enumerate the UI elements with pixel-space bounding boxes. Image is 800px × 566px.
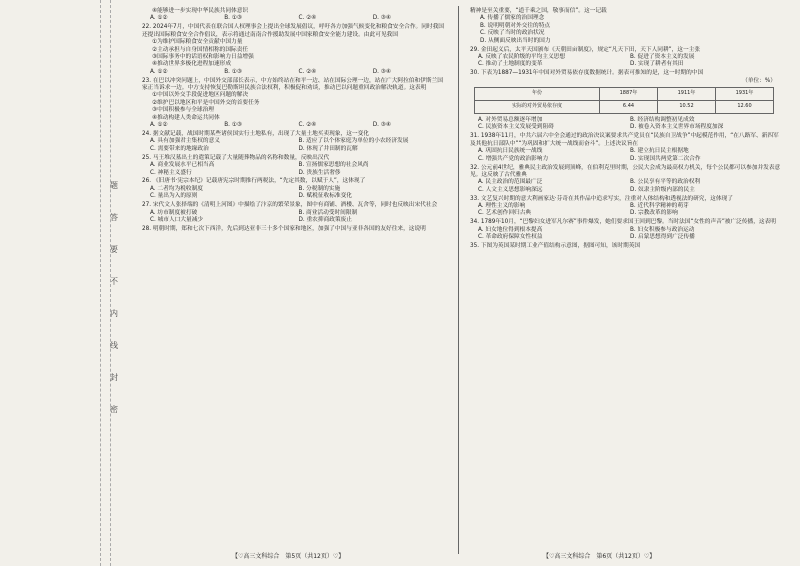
option: A. 妇女地位得到根本提高 [478,226,543,233]
choice: B. ①③ [224,15,242,22]
choice: B. ①③ [224,122,242,129]
choice: D. ③④ [372,122,391,129]
option: C. 量出为入的原则 [150,193,198,200]
question-stem: 35. 下图为英国某时期工业产值结构示意图，据图可知，该时期英国 [470,243,641,250]
option: C. 城市人口大量减少 [150,216,204,223]
choice: C. ②④ [298,122,317,129]
trade-table [474,87,774,114]
option: ④能够进一步实现中华民族共同体意识 [152,8,249,14]
margin-char: 不 [110,277,118,286]
question-21-tail [142,8,447,23]
option: C. 人文主义思想影响深远 [478,186,543,193]
option: B. 宣扬儒家思想的社会风尚 [298,162,369,169]
binding-line [100,0,101,566]
option: A. 巩固抗日民族统一战线 [478,148,543,155]
answer-options [470,234,782,241]
question-stem: 22. 2024年7月，中国代表在联合国人权理事会上提出全球发展倡议，呼吁各方加强气候变化和粮食安全合作。同时我国还提出国际粮食安全合作倡议，表示将通过南南合作援助发展中国家粮食安全能力建设。由此可见我国 [142,24,444,38]
option: C. 需要带来的地缘政治 [150,145,209,152]
question-29 [470,47,782,69]
option: A. 民主政治的范围最广泛 [478,179,543,186]
option: D. 被卷入资本主义世界市场程度加深 [630,124,724,131]
binding-margin [0,0,128,566]
margin-char: 线 [110,341,118,350]
option: A. 传播了儒家的治国理念 [480,15,545,22]
left-column [142,8,447,235]
question-32 [470,165,782,195]
option: B. 适应了以个体家庭为单位的小农经济发展 [298,138,409,145]
option: B. 公民享有平等的政治权利 [630,179,701,186]
answer-options [470,156,782,163]
question-23 [142,78,447,130]
right-column [470,8,782,252]
option: B. 促进了资本主义的发展 [630,53,695,60]
question-31 [470,133,782,163]
option: ①中国以外交手段促进地区问题的解决 [152,92,249,99]
option: B. 说明明朝对外交往的特点 [480,22,551,29]
answer-options [142,138,447,145]
margin-char: 内 [110,309,118,318]
answer-options [142,217,447,224]
question-stem: 29. 金田起义后，太平天国颁布《天朝田亩制度》，规定“凡天下田，天下人同耕”，这一主张 [470,46,701,53]
option: C. 艺术创作回归古典 [478,210,532,217]
answer-options [470,210,782,217]
answer-options [142,210,447,217]
option: D. 从侧面反映出当时的国力 [480,37,551,44]
option: D. 重农抑商政策废止 [298,216,352,223]
answer-choices [142,15,447,22]
answer-options [142,146,447,153]
option: C. 革命政府保障女性权益 [478,234,543,241]
margin-warning [110,170,122,426]
question-stem: 24. 据文献记载，战国时期某些诸侯国实行土地私有，出现了大量土地买卖现象，这一变化 [142,131,369,137]
question-stem: 32. 公元前4世纪，雅典民主政治发展到顶峰，在伯利克里时期，公民大会成为最高权力机关，每个公民都可以参加并发表意见。这反映了古代雅典 [470,164,781,178]
choice: B. ①③ [224,68,242,75]
option: B. 商业活动受时间限制 [298,209,358,216]
answer-options [470,179,782,186]
question-stem: 23. 在巴以冲突问题上，中国外交部部长表示，中方始终站在和平一边、站在国际公理一边，站在广大阿拉伯和伊斯兰国家正当诉求一边。中方支持恢复巴勒斯坦民族合法权利，积极促和劝谈，推动巴以问题重回政治解决轨道。这表明 [142,77,443,92]
option: D. 贵族生活奢侈 [298,169,341,176]
page-footer-left: 【♡高三文科综合 第5页（共12页）♡】 [232,553,345,560]
question-35 [470,243,782,250]
choice: D. ③④ [372,68,391,75]
option: A. 坊市制度被打破 [150,209,198,216]
option: A. 反映了农民阶级的平均主义思想 [478,53,566,60]
question-stem: 34. 1789年10月，“巴黎妇女进军凡尔赛”事件爆发，她们要求国王回到巴黎。当时法国“女性的声音”被广泛传播，这表明 [470,219,776,226]
question-stem: 25. 马王堆汉墓出土的遣策记载了大量随葬物品的名称和数量，反映出汉代 [142,154,330,161]
option: D. 赋税征收标准变化 [298,193,352,200]
question-stem: 26. 《旧唐书·宪宗本纪》记载唐宪宗时期推行两税法，“先定其数，以赋于人”，这体现了 [142,178,366,185]
option: ②主动承担与自身国情相称的国际责任 [152,46,249,53]
option: A. 对外贸易总额逐年增加 [478,117,543,124]
question-33 [470,196,782,218]
answer-choices [142,69,447,76]
question-27 [142,202,447,224]
table-cell: 12.60 [716,101,774,114]
question-stem: 33. 文艺复兴时期的意大利画家达·芬奇在其作品中追求写实，注重对人体结构和透视法的研究，这体现了 [470,195,733,202]
choice: D. ③④ [372,15,391,22]
table-cell: 年份 [475,88,600,101]
table-header-row [475,88,774,101]
option: C. 民族资本主义发展受到阻碍 [478,124,554,131]
option: ④推动构建人类命运共同体 [152,114,220,121]
option: D. 宗教改革的影响 [630,210,678,217]
answer-options [470,187,782,194]
option: ③中国积极参与全球治理 [152,107,214,114]
option: A. 理性主义的影响 [478,203,526,210]
option: C. 增强共产党的政治影响力 [478,155,549,162]
answer-options [470,148,782,155]
answer-options [142,170,447,177]
option: B. 建立抗日民主根据地 [630,148,689,155]
option: ④推动世界多极化进程加速形成 [152,61,232,68]
table-row [475,101,774,114]
question-30 [470,70,782,132]
table-cell: 实际的对外贸易依存度 [475,101,600,114]
margin-char: 封 [110,373,118,382]
table-cell: 1931年 [716,88,774,101]
option: A. 商业发展水平已相当高 [150,162,215,169]
choice: C. ②④ [298,68,317,75]
choice: A. ①② [150,15,168,22]
option: C. 推动了土地制度的变革 [478,61,543,68]
question-28 [142,226,447,233]
option: D. 启蒙思想得到广泛传播 [630,234,695,241]
option: B. 妇女积极参与政治运动 [630,226,695,233]
option: B. 分税制的实施 [298,185,341,192]
margin-char: 要 [110,245,118,254]
question-stem: 31. 1938年11月，中共六届六中全会通过的政治决议案要求共产党员在“民族自卫战争”中起模范作用，“在八路军、新四军及其他抗日部队中”“为巩固和扩大统一战线而奋斗”。上述决议旨在 [470,133,779,147]
answer-options [142,162,447,169]
table-unit: （单位：%） [742,77,776,84]
table-cell: 6.44 [600,101,658,114]
option: D. 奴隶主阶级内部的民主 [630,186,695,193]
margin-char: 答 [110,213,118,222]
choice: C. ②④ [298,15,317,22]
question-stem: 27. 宋代文人张择端的《清明上河图》中描绘了汴京的繁荣景象，图中有商铺、酒楼、瓦舍等，同时也反映出宋代社会 [142,202,438,209]
answer-options [470,61,782,68]
choice: A. ①② [150,122,168,129]
option: C. 神秘主义盛行 [150,169,192,176]
choice: A. ①② [150,68,168,75]
question-24 [142,131,447,153]
answer-choices [142,122,447,129]
answer-options [142,193,447,200]
table-cell: 1911年 [658,88,716,101]
question-22 [142,24,447,76]
page-footer-right: 【♡高三文科综合 第6页（共12页）♡】 [543,553,656,560]
margin-char: 密 [110,405,118,414]
question-28-tail [470,8,782,45]
option: ①为维护国际粮食安全贡献中国力量 [152,39,243,46]
question-stem: 精神是至关重要，“道千乘之国，敬事而信”。这一记载 [470,8,607,14]
option: A. 二者均为税收制度 [150,185,203,192]
option: B. 经济结构调整初见成效 [630,117,695,124]
option: ③国际事务中的话语权和影响力日益增强 [152,53,254,60]
option: B. 近代科学精神的萌芽 [630,203,689,210]
option: D. 实现了耕者有其田 [630,61,684,68]
column-divider [458,6,459,554]
question-34 [470,219,782,241]
option: C. 反映了当时的政治状况 [480,30,545,37]
question-26 [142,178,447,200]
answer-options [470,124,782,131]
question-25 [142,155,447,177]
option: ②维护巴以地区和平是中国外交的首要任务 [152,99,260,106]
table-cell: 1887年 [600,88,658,101]
question-stem: 28. 明朝时期，郑和七次下西洋，先后到达亚非三十多个国家和地区，加强了中国与亚非各国的友好往来，这说明 [142,225,426,232]
option: D. 体现了井田制的瓦解 [298,145,358,152]
table-cell: 10.52 [658,101,716,114]
margin-char: 题 [110,181,118,190]
option: A. 具有加强君主集权的意义 [150,138,220,145]
question-stem: 30. 下表为1887—1931年中国对外贸易依存度数据统计。据表可推知的是，这一时期的中国 [470,70,704,77]
option: D. 实现国共两党第二次合作 [630,155,701,162]
